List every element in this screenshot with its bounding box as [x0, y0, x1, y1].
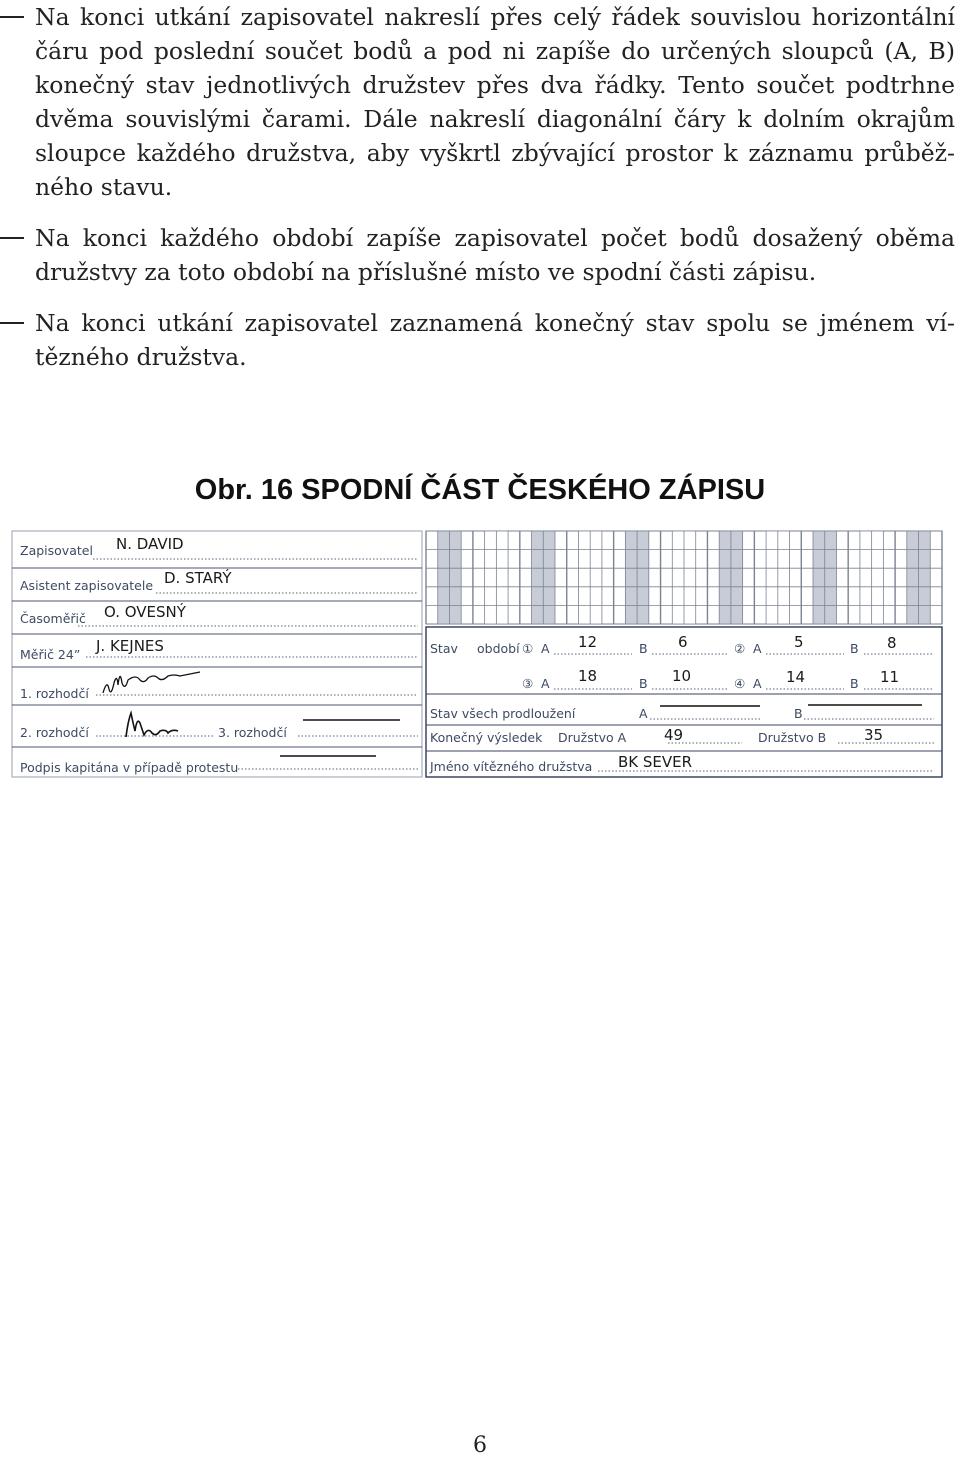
period-4-a-score: 14: [786, 668, 806, 686]
winner-label: Jméno vítězného družstva: [430, 759, 593, 774]
period-2-b-score: 8: [887, 634, 897, 652]
final-b-score: 35: [864, 726, 884, 744]
period-3-marker: ③: [522, 676, 534, 691]
referee2-label: 2. rozhodčí: [20, 725, 89, 740]
grid-shade-column: [825, 531, 837, 624]
referee3-label: 3. rozhodčí: [218, 725, 287, 740]
final-a-score: 49: [664, 726, 684, 744]
text-line: sloupce každého družstva, aby vyškrtl zbývající prostor k záznamu průběž-: [35, 139, 955, 167]
shot-clock-label: Měřič 24”: [20, 647, 81, 662]
grid-shade-column: [532, 531, 544, 624]
grid-shade-column: [872, 531, 884, 624]
timer-label: Časoměřič: [20, 611, 86, 626]
text-line: Na konci každého období zapíše zapisovatel počet bodů dosažený oběma: [35, 224, 955, 252]
scorer-label: Zapisovatel: [20, 543, 93, 558]
grid-shade-column: [731, 531, 743, 624]
scoresheet-form: [8, 527, 946, 785]
period-3-a-label: A: [541, 676, 550, 691]
referee1-label: 1. rozhodčí: [20, 686, 89, 701]
grid-shade-column: [578, 531, 590, 624]
overtime-b-label: B: [794, 706, 803, 721]
assistant-value: D. STARÝ: [164, 569, 232, 587]
grid-shade-column: [719, 531, 731, 624]
assistant-label: Asistent zapisovatele: [20, 578, 154, 593]
officials-block: [12, 531, 422, 777]
text-line: čáru pod poslední součet bodů a pod ni zapíše do určených sloupců (A, B): [35, 37, 955, 65]
period-3-b-label: B: [639, 676, 648, 691]
stav-label: Stav: [430, 641, 458, 656]
grid-shade-column: [684, 531, 696, 624]
period-4-marker: ④: [734, 676, 746, 691]
grid-shade-column: [778, 531, 790, 624]
timer-value: O. OVESNÝ: [104, 603, 186, 621]
page-number: 6: [473, 1433, 487, 1458]
text-line: ného stavu.: [35, 173, 173, 201]
text-line: konečný stav jednotlivých družstev přes dva řádky. Tento součet podtrhne: [35, 71, 955, 99]
period-3-b-score: 10: [672, 667, 692, 685]
grid-shade-column: [919, 531, 931, 624]
grid-shade-column: [543, 531, 555, 624]
grid-shade-column: [637, 531, 649, 624]
figure-caption: Obr. 16 SPODNÍ ČÁST ČESKÉHO ZÁPISU: [194, 474, 766, 506]
list-dash: [0, 322, 24, 324]
period-2-marker: ②: [734, 641, 746, 656]
score-summary-block: [426, 627, 942, 777]
running-score-grid: [426, 531, 942, 624]
period-1-b-score: 6: [678, 633, 688, 651]
list-dash: [0, 237, 24, 239]
grid-shade-column: [860, 531, 872, 624]
period-2-a-score: 5: [794, 633, 804, 651]
grid-shade-column: [496, 531, 508, 624]
period-1-a-label: A: [541, 641, 550, 656]
team-b-label: Družstvo B: [758, 730, 827, 745]
captain-label: Podpis kapitána v případě protestu: [20, 760, 239, 775]
period-4-a-label: A: [753, 676, 762, 691]
scorer-value: N. DAVID: [116, 535, 184, 553]
period-2-a-label: A: [753, 641, 762, 656]
period-1-marker: ①: [522, 641, 534, 656]
grid-shade-column: [907, 531, 919, 624]
grid-shade-column: [766, 531, 778, 624]
text-line: dvěma souvislými čarami. Dále nakreslí diagonální čáry k dolním okrajům: [35, 105, 955, 133]
grid-shade-column: [625, 531, 637, 624]
final-label: Konečný výsledek: [430, 730, 543, 745]
period-1-b-label: B: [639, 641, 648, 656]
text-line: Na konci utkání zapisovatel nakreslí přes celý řádek souvislou horizontální: [35, 3, 955, 31]
period-2-b-label: B: [850, 641, 859, 656]
list-dash: [0, 16, 24, 18]
grid-shade-column: [590, 531, 602, 624]
grid-shade-column: [485, 531, 497, 624]
text-line: družstvy za toto období na příslušné místo ve spodní části zápisu.: [35, 258, 817, 286]
shot-clock-value: J. KEJNES: [96, 637, 164, 655]
grid-shade-column: [438, 531, 450, 624]
text-line: Na konci utkání zapisovatel zaznamená konečný stav spolu se jménem ví-: [35, 309, 955, 337]
team-a-label: Družstvo A: [558, 730, 627, 745]
overtime-a-label: A: [639, 706, 648, 721]
scoresheet-svg: [8, 527, 946, 785]
period-1-a-score: 12: [578, 633, 598, 651]
grid-shade-column: [672, 531, 684, 624]
grid-shade-column: [813, 531, 825, 624]
period-4-b-label: B: [850, 676, 859, 691]
winner-name: BK SEVER: [618, 753, 693, 771]
obdobi-label: období: [477, 641, 520, 656]
period-3-a-score: 18: [578, 667, 598, 685]
grid-shade-column: [449, 531, 461, 624]
period-4-b-score: 11: [880, 668, 900, 686]
overtime-label: Stav všech prodloužení: [430, 706, 576, 721]
text-line: tězného družstva.: [35, 343, 247, 371]
